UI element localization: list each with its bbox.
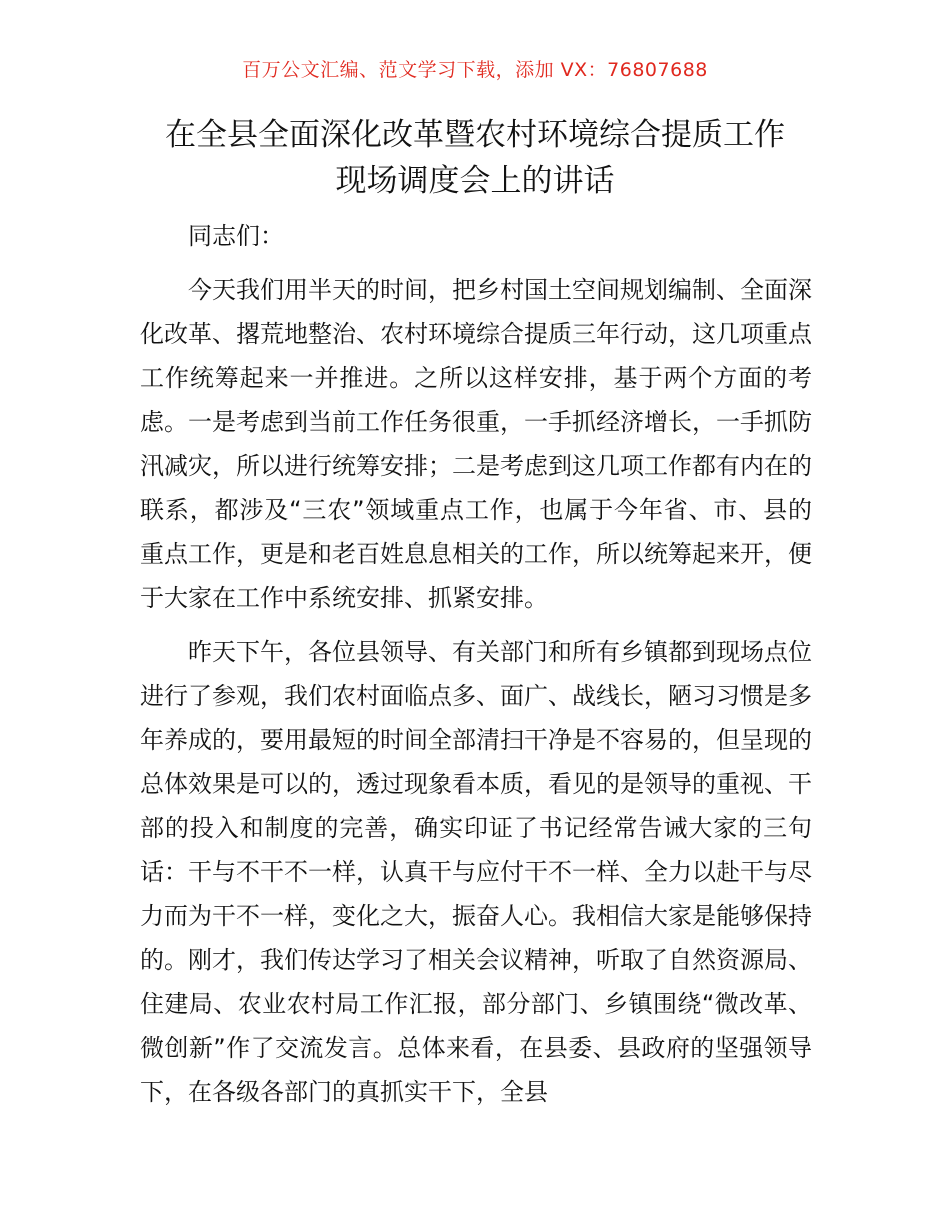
salutation: 同志们： [188, 222, 284, 250]
header-banner: 百万公文汇编、范文学习下载，添加 VX：76807688 [242, 59, 708, 81]
document-title [120, 112, 830, 204]
paragraph-1: 今天我们用半天的时间，把乡村国土空间规划编制、全面深化改革、撂荒地整治、农村环境综合提质三年行动，这几项重点工作统筹起来一并推进。之所以这样安排，基于两个方面的考虑。一是考虑到当前工作任务很重，一手抓经济增长，一手抓防汛减灾，所以进行统筹安排；二是考虑到这几项工作都有内在的联系，都涉及“三农”领域重点工作，也属于今年省、市、县的重点工作，更是和老百姓息息相关的工作，所以统筹起来开，便于大家在工作中系统安排、抓紧安排。 [140, 276, 812, 612]
title-line-1: 在全县全面深化改革暨农村环境综合提质工作 [165, 117, 785, 153]
title-line-2: 现场调度会上的讲话 [335, 163, 615, 199]
document-body [140, 214, 812, 1124]
paragraph-2: 昨天下午，各位县领导、有关部门和所有乡镇都到现场点位进行了参观，我们农村面临点多、面广、战线长，陋习习惯是多年养成的，要用最短的时间全部清扫干净是不容易的，但呈现的总体效果是可以的，透过现象看本质，看见的是领导的重视、干部的投入和制度的完善，确实印证了书记经常告诫大家的三句话：干与不干不一样，认真干与应付干不一样、全力以赴干与尽力而为干不一样，变化之大，振奋人心。我相信大家是能够保持的。刚才，我们传达学习了相关会议精神，听取了自然资源局、住建局、农业农村局工作汇报，部分部门、乡镇围绕“微改革、微创新”作了交流发言。总体来看，在县委、县政府的坚强领导下，在各级各部门的真抓实干下，全县 [140, 638, 812, 1106]
